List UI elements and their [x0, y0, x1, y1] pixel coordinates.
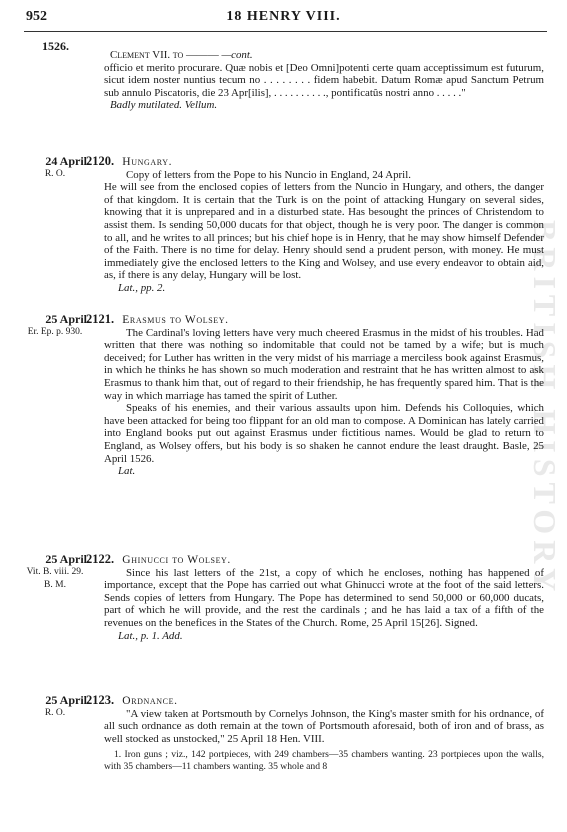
entry-2121-margin: 25 April. Er. Ep. p. 930.	[27, 312, 90, 337]
entry-note: Lat., p. 1. Add.	[118, 629, 183, 642]
entry-note: Lat., pp. 2.	[118, 281, 166, 294]
entry-paragraph: Speaks of his enemies, and their various assaults upon him. Defends his Colloquies, which have been attacked for being too flippant for an old man to compose. A Dominican has lately carried into England books put out against Erasmus under fictitious names. Would be glad to return to England, as Wolsey offers, but his body is so shaken he cannot endure the least draught. Basle, 25 April 1526.	[104, 402, 544, 465]
entry-2121	[86, 312, 544, 478]
entry-2122-margin: 25 April. Vit. B. viii. 29. B. M.	[26, 552, 90, 590]
page-header	[0, 7, 567, 29]
header-rule	[24, 31, 547, 32]
continuation-heading: Clement VII. to ——— —cont.	[110, 49, 253, 61]
entry-paragraph: Since his last letters of the 21st, a copy of which he encloses, nothing has happened of importance, except that the Pope has carried out what Ghinucci wrote at the foot of the said letters. Sends copies of letters from Hungary. The Pope has determined to send 50,000 or 60,000 ducats, part of which he will provide, and the rest the cardinals ; and he has laid a tax of a fifth of the revenues on the benefices in the States of the Church. Rome, 25 April 15[26]. Signed.	[104, 566, 544, 629]
entry-2123	[86, 693, 544, 773]
entry-2120-margin: 24 April. R. O.	[44, 154, 90, 179]
entry-2123-margin: 25 April. R. O.	[44, 693, 90, 718]
footnote: 1. Iron guns ; viz., 142 portpieces, with 249 chambers—35 chambers wanting. 23 portpieces upon the walls, with 35 chambers—11 chambers wanting. 35 whole and 8	[104, 749, 544, 773]
year-marker: 1526.	[42, 39, 69, 53]
entry-paragraph: The Cardinal's loving letters have very much cheered Erasmus in the midst of his troubles. Had written that there was nothing so indomitable that could not be tamed by a wife; but is much deceived; for Luther has written in the very midst of his marriage a merciless book against Erasmus, in which he thinks he has shown so much moderation and restraint that he has written almost to ask Erasmus to thank him that, out of regard to their friendship, he has frequently spared him. That is the way in which marriage has tamed the spirit of Luther.	[104, 326, 544, 402]
page-number: 952	[26, 9, 47, 24]
entry-2122	[86, 552, 544, 642]
continuation-note: Badly mutilated. Vellum.	[110, 99, 218, 112]
entry-heading: 2120. Hungary.	[86, 154, 173, 168]
entry-paragraph: He will see from the enclosed copies of letters from the Nuncio in Hungary, and others, the danger of that kingdom. It is certain that the Turk is on the point of attacking Hungary on several sides, knowing that it is unprepared and in a disturbed state. Has besought the princes of Christendom to assist them. Is sending 50,000 ducats for that object, though he is very poor. The danger is common to all, and he writes to all princes; but his chief hope is in Henry, that he may show himself Defender of the Faith. There is no time for delay. Henry should send a prudent person, with money. He must immediately give the enclosed letters to the King and Wolsey, and use every endeavor to obtain aid, as, if there is any delay, Hungary will be lost.	[104, 181, 544, 282]
entry-paragraph: "A view taken at Portsmouth by Cornelys Johnson, the King's master smith for his ordnance, of all such ordnance as doth remain at the town of Portsmouth aforesaid, both of iron and of brass, as well stocked as unstocked," 25 April 18 Hen. VIII.	[104, 707, 544, 745]
entry-note: Lat.	[118, 465, 136, 478]
watermark: BRITISH HISTORY	[527, 220, 563, 598]
entry-heading: 2123. Ordnance.	[86, 693, 178, 707]
running-title: 18 HENRY VIII.	[226, 9, 341, 24]
continuation-text: officio et merito procurare. Quæ nobis et [Deo Omni]potenti certe quam acceptissimum est futurum, sicut idem noster nuntius tecum no . . . . . . . . fidem habebit. Datum Romæ apud Sanctum Petrum sub annulo Piscatoris, die 23 Apr[ilis], . . . . . . . . . ., pontificatûs nostri anno . . . . ."	[104, 61, 544, 99]
entry-2120	[86, 154, 544, 295]
continuation-entry	[104, 49, 544, 112]
entry-heading: 2122. Ghinucci to Wolsey.	[86, 552, 231, 566]
entry-heading: 2121. Erasmus to Wolsey.	[86, 312, 229, 326]
entry-paragraph: Copy of letters from the Pope to his Nuncio in England, 24 April.	[126, 168, 411, 181]
